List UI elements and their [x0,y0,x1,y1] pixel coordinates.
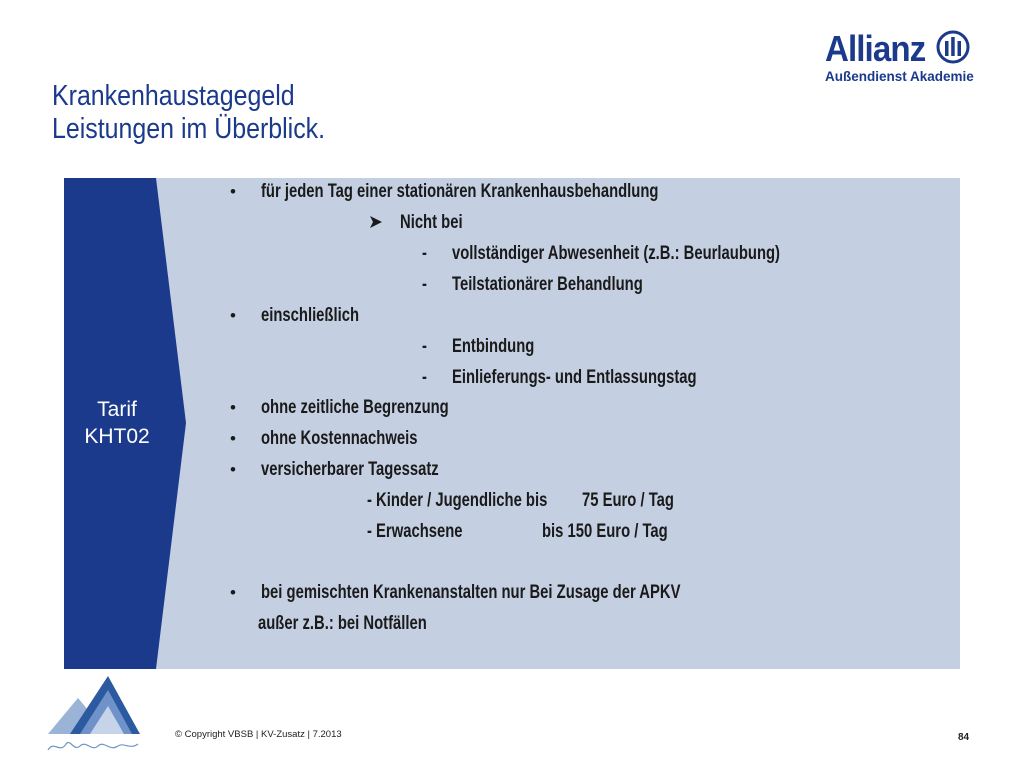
list-item: bei gemischten Krankenanstalten nur Bei Zusage der APKV [261,582,681,603]
list-item: Nicht bei [400,212,463,233]
tarif-line1: Tarif [97,398,137,421]
page-title-line1: Krankenhaustagegeld [52,80,295,112]
logo-brand: Allianz [825,28,926,69]
list-item: Teilstationärer Behandlung [452,274,643,295]
bullet-icon: • [230,398,236,417]
vbsb-mountain-logo-icon [40,674,150,758]
list-item: Entbindung [452,336,535,357]
list-item: vollständiger Abwesenheit (z.B.: Beurlaubung) [452,243,780,264]
list-item: einschließlich [261,305,360,326]
list-item: versicherbarer Tagessatz [261,459,439,480]
rate-label: - Erwachsene [367,521,463,542]
allianz-eagle-icon [936,30,970,64]
tarif-code: KHT02 [84,425,150,448]
bullet-icon: • [230,429,236,448]
copyright-text: © Copyright VBSB | KV-Zusatz | 7.2013 [175,729,342,740]
dash-marker: - [422,243,427,264]
page-title [52,80,325,146]
allianz-logo [820,26,980,86]
list-item: Einlieferungs- und Entlassungstag [452,367,697,388]
bullet-icon: • [230,182,236,201]
rate-label: - Kinder / Jugendliche bis [367,490,548,511]
rate-value: bis 150 Euro / Tag [542,521,668,542]
bullet-icon: • [230,583,236,602]
page-title-line2: Leistungen im Überblick. [52,113,326,145]
dash-marker: - [422,274,427,295]
list-item: für jeden Tag einer stationären Krankenhausbehandlung [261,181,659,202]
tarif-label [64,396,170,450]
list-item: ohne Kostennachweis [261,428,418,449]
rate-value: 75 Euro / Tag [582,490,674,511]
logo-subtitle: Außendienst Akademie [825,69,974,84]
bullet-icon: • [230,306,236,325]
list-item: außer z.B.: bei Notfällen [258,613,427,634]
list-item: ohne zeitliche Begrenzung [261,397,449,418]
arrow-bullet-icon [369,215,383,229]
bullet-icon: • [230,460,236,479]
dash-marker: - [422,367,427,388]
page-number: 84 [958,732,970,743]
dash-marker: - [422,336,427,357]
